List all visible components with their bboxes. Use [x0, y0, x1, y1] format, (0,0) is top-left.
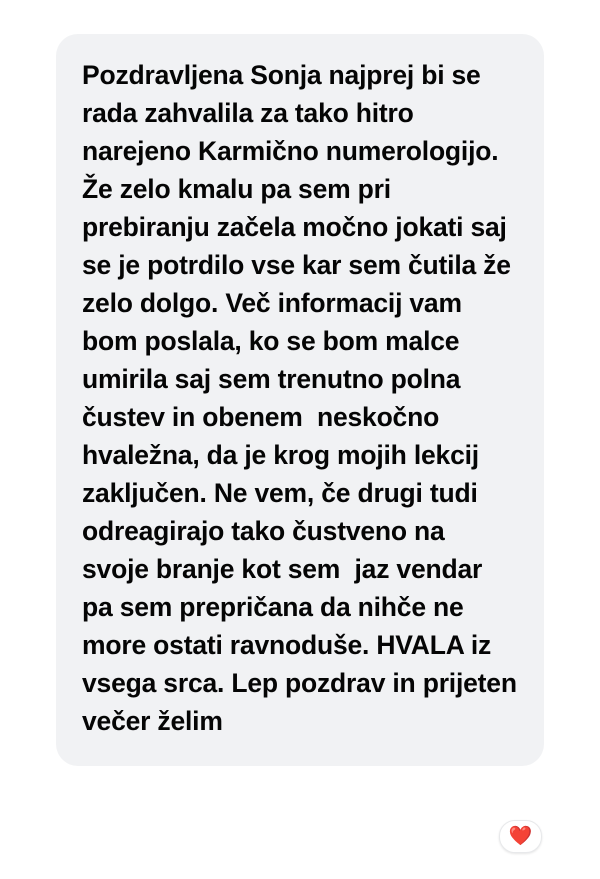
message-row — [0, 34, 600, 766]
message-text: Pozdravljena Sonja najprej bi se rada zahvalila za tako hitro narejeno Karmično numerologijo. Že zelo kmalu pa sem pri prebiranju začela močno jokati saj se je potrdilo vse kar sem čutila že zelo dolgo. Več informacij vam bom poslala, ko se bom malce umirila saj sem trenutno polna čustev in obenem neskočno hvaležna, da je krog mojih lekcij zaključen. Ne vem, če drugi tudi odreagirajo tako čustveno na svoje branje kot sem jaz vendar pa sem prepričana da nihče ne more ostati ravnoduše. HVALA iz vsega srca. Lep pozdrav in prijeten večer želim — [82, 60, 524, 736]
incoming-message-bubble[interactable] — [56, 34, 544, 766]
reaction-pill[interactable] — [499, 820, 542, 853]
message-reaction-row — [0, 820, 600, 853]
red-heart-emoji-icon: ❤️ — [508, 826, 533, 847]
